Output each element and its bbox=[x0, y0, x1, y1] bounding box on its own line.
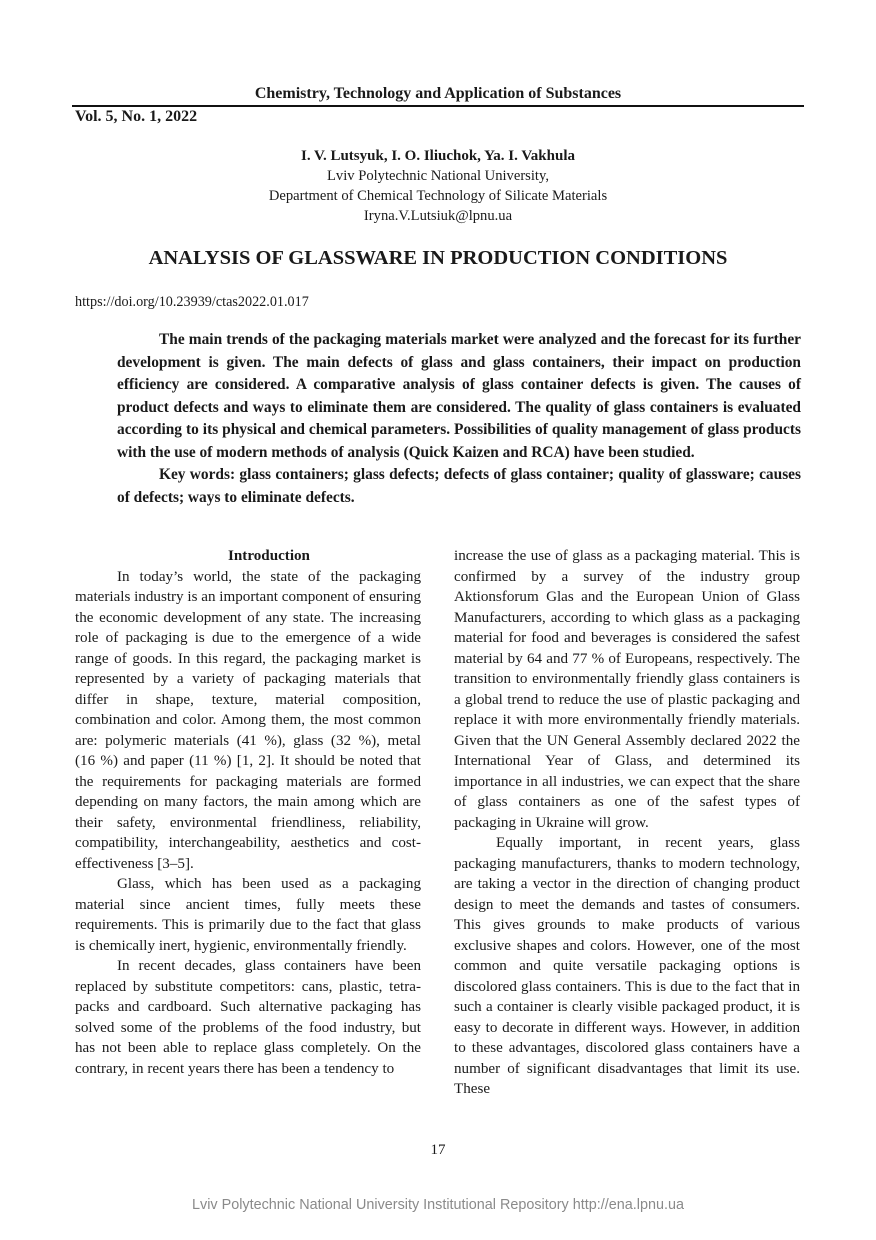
abstract-text: The main trends of the packaging materials market were analyzed and the forecast for its further development is given. The main defects of glass and glass containers, their impact on production efficiency are considered. A comparative analysis of glass container defects is given. The causes of product defects and ways to eliminate them are considered. The quality of glass containers is evaluated according to its physical and chemical parameters. Possibilities of quality management of glass products with the use of modern methods of analysis (Quick Kaizen and RCA) have been studied. bbox=[117, 331, 801, 461]
keywords: Key words: glass containers; glass defects; defects of glass container; quality of glassware; causes of defects; ways to eliminate defects. bbox=[117, 466, 801, 506]
author-block bbox=[0, 146, 876, 226]
article-title: ANALYSIS OF GLASSWARE IN PRODUCTION CONDITIONS bbox=[148, 247, 728, 269]
affiliation-university: Lviv Polytechnic National University, bbox=[327, 168, 549, 184]
body-paragraph: In today’s world, the state of the packaging materials industry is an important component of ensuring the economic development of any state. The increasing role of packaging is due to the emergence of a wide range of goods. In this regard, the packaging market is represented by a variety of packaging materials that differ in shape, texture, material composition, combination and color. Among them, the most common are: polymeric materials (41 %), glass (32 %), metal (16 %) and paper (11 %) [1, 2]. It should be noted that the requirements for packaging materials are formed depending on many factors, the main among which are their safety, environmental friendliness, reliability, compatibility, interchangeability, aesthetics and cost-effectiveness [3–5]. bbox=[75, 568, 421, 872]
doi-link[interactable]: https://doi.org/10.23939/ctas2022.01.017 bbox=[75, 294, 309, 310]
body-paragraph: Equally important, in recent years, glass packaging manufacturers, thanks to modern technology, are taking a vector in the direction of changing product design to meet the demands and tastes of consumers. This gives grounds to make products of various exclusive shapes and colors. However, one of the most common and quite versatile packaging options is discolored glass containers. This is due to the fact that in such a container is clearly visible packaged product, it is easy to decorate in different ways. However, in addition to these advantages, discolored glass containers have a number of significant disadvantages that limit its use. These bbox=[454, 835, 800, 1097]
abstract bbox=[117, 329, 801, 509]
volume-info: Vol. 5, No. 1, 2022 bbox=[75, 108, 198, 125]
author-email[interactable]: Iryna.V.Lutsiuk@lpnu.ua bbox=[363, 208, 513, 224]
body-paragraph-continued: increase the use of glass as a packaging material. This is confirmed by a survey of the industry group Aktionsforum Glas and the European Union of Glass Manufacturers, according to which glass as a packaging material for food and beverages is considered the safest material by 64 and 77 % of Europeans, respectively. The transition to environmentally friendly glass containers is a global trend to reduce the use of plastic packaging and replace it with more environmentally friendly materials. Given that the UN General Assembly declared 2022 the International Year of Glass, and determined its importance in all industries, we can expect that the share of glass containers as one of the safest types of packaging in Ukraine will grow. bbox=[454, 548, 800, 831]
header-rule bbox=[72, 105, 804, 107]
body-paragraph: In recent decades, glass containers have been replaced by substitute competitors: cans, plastic, tetra-packs and cardboard. Such alternative packaging has solved some of the problems of the food industry, but has not been able to replace glass completely. On the contrary, in recent years there has been a tendency to bbox=[75, 958, 421, 1077]
left-column bbox=[75, 546, 421, 1079]
section-heading-introduction: Introduction bbox=[228, 548, 310, 564]
repository-footer: Lviv Polytechnic National University Institutional Repository http://ena.lpnu.ua bbox=[192, 1197, 684, 1213]
right-column bbox=[454, 546, 800, 1100]
author-names: I. V. Lutsyuk, I. O. Iliuchok, Ya. I. Vakhula bbox=[300, 148, 576, 164]
page-number: 17 bbox=[430, 1142, 446, 1158]
affiliation-department: Department of Chemical Technology of Silicate Materials bbox=[268, 188, 608, 204]
journal-title: Chemistry, Technology and Application of Substances bbox=[254, 85, 622, 102]
body-paragraph: Glass, which has been used as a packaging material since ancient times, fully meets these requirements. This is primarily due to the fact that glass is chemically inert, hygienic, environmentally friendly. bbox=[75, 876, 421, 954]
